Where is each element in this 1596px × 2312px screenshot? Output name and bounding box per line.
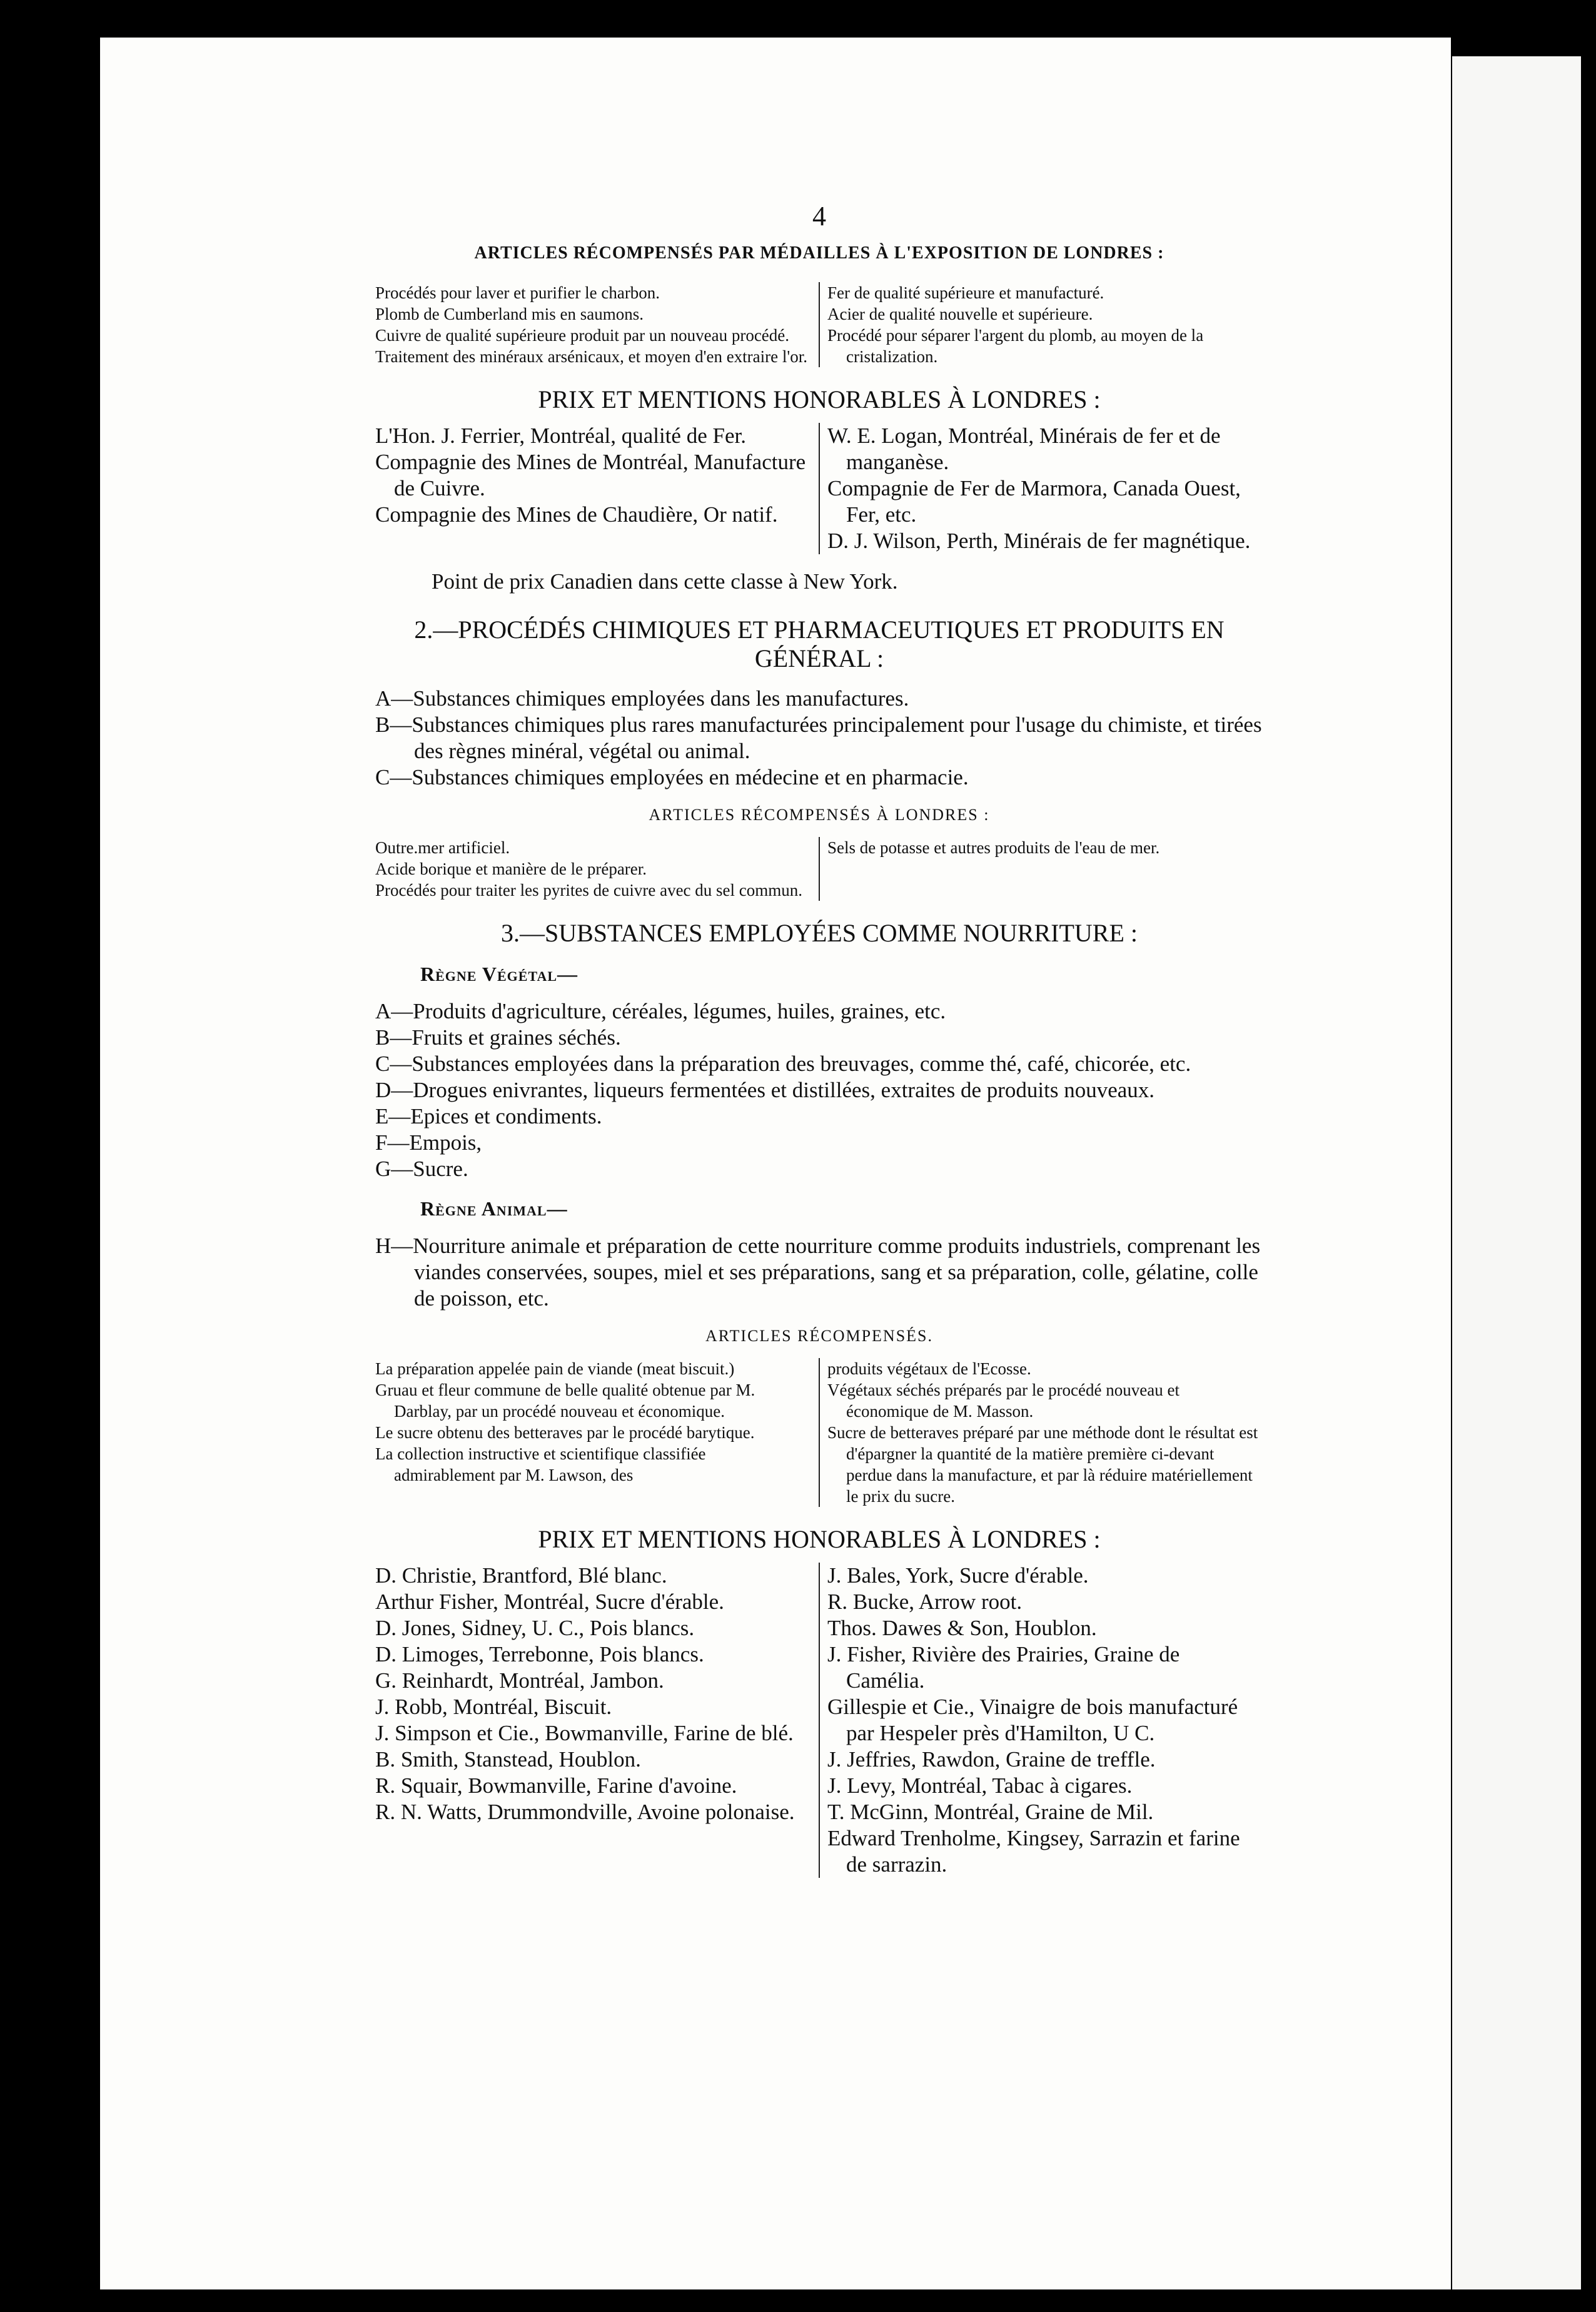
section2-title: PRIX ET MENTIONS HONORABLES À LONDRES : (538, 385, 1101, 413)
list-item: Acier de qualité nouvelle et supérieure. (827, 305, 1093, 323)
page-number: 4 (812, 201, 826, 231)
list-item: A—Produits d'agriculture, céréales, légumes, huiles, graines, etc. (375, 999, 946, 1023)
list-item: A—Substances chimiques employées dans les manufactures. (375, 686, 909, 711)
section4-left-column (375, 1358, 820, 1507)
animal-list (375, 1233, 1263, 1312)
list-item: G. Reinhardt, Montréal, Jambon. (375, 1668, 664, 1693)
list-item: D—Drogues enivrantes, liqueurs fermentées et distillées, extraites de produits nouveaux. (375, 1078, 1155, 1102)
section4-title: 3.—SUBSTANCES EMPLOYÉES COMME NOURRITURE : (500, 919, 1138, 947)
list-item: B—Substances chimiques plus rares manufacturées principalement pour l'usage du chimiste, et tirées des règnes minéral, végétal ou animal. (375, 712, 1262, 763)
list-item: Compagnie des Mines de Chaudière, Or natif. (375, 502, 778, 527)
list-item: Procédés pour laver et purifier le charbon. (375, 283, 660, 302)
section1-left-column (375, 282, 820, 367)
list-item: C—Substances chimiques employées en médecine et en pharmacie. (375, 765, 969, 789)
list-item: Sels de potasse et autres produits de l'eau de mer. (827, 838, 1160, 857)
list-item: F—Empois, (375, 1130, 482, 1155)
list-item: La collection instructive et scientifique classifiée admirablement par M. Lawson, des (375, 1444, 706, 1484)
list-item: Gillespie et Cie., Vinaigre de bois manufacturé par Hespeler près d'Hamilton, U C. (827, 1695, 1238, 1745)
list-item: G—Sucre. (375, 1157, 468, 1181)
document-page (375, 200, 1263, 1878)
list-item: produits végétaux de l'Ecosse. (827, 1359, 1031, 1378)
list-item: Outre.mer artificiel. (375, 838, 510, 857)
list-item: Acide borique et manière de le préparer. (375, 859, 647, 878)
list-item: W. E. Logan, Montréal, Minérais de fer et de manganèse. (827, 423, 1221, 474)
list-item: D. Jones, Sidney, U. C., Pois blancs. (375, 1616, 695, 1640)
list-item: B—Fruits et graines séchés. (375, 1025, 621, 1050)
list-item: Plomb de Cumberland mis en saumons. (375, 305, 644, 323)
list-item: Edward Trenholme, Kingsey, Sarrazin et farine de sarrazin. (827, 1826, 1240, 1877)
list-item: B. Smith, Stanstead, Houblon. (375, 1747, 641, 1772)
list-item: Fer de qualité supérieure et manufacturé. (827, 283, 1104, 302)
list-item: Végétaux séchés préparés par le procédé nouveau et économique de M. Masson. (827, 1381, 1179, 1421)
list-item: D. J. Wilson, Perth, Minérais de fer magnétique. (827, 529, 1251, 553)
section1-right-column (820, 282, 1263, 367)
list-item: J. Robb, Montréal, Biscuit. (375, 1695, 612, 1719)
section5-left-column (375, 1563, 820, 1878)
list-item: Procédé pour séparer l'argent du plomb, au moyen de la cristalization. (827, 326, 1204, 366)
list-item: J. Simpson et Cie., Bowmanville, Farine de blé. (375, 1721, 794, 1745)
section5-right-column (820, 1563, 1263, 1878)
list-item: D. Christie, Brantford, Blé blanc. (375, 1563, 667, 1588)
list-item: E—Epices et condiments. (375, 1104, 602, 1128)
section1-columns (375, 282, 1263, 367)
section3-right-column (820, 837, 1263, 901)
section3-subtitle: ARTICLES RÉCOMPENSÉS À LONDRES : (649, 806, 990, 824)
list-item: Cuivre de qualité supérieure produit par un nouveau procédé. (375, 326, 790, 345)
list-item: R. N. Watts, Drummondville, Avoine polonaise. (375, 1800, 795, 1824)
list-item: C—Substances employées dans la préparation des breuvages, comme thé, café, chicorée, etc. (375, 1052, 1191, 1076)
regne-vegetal-heading: Règne Végétal— (420, 963, 578, 985)
section5-columns (375, 1563, 1263, 1878)
section2-columns (375, 423, 1263, 554)
list-item: R. Squair, Bowmanville, Farine d'avoine. (375, 1773, 737, 1798)
list-item: T. McGinn, Montréal, Graine de Mil. (827, 1800, 1154, 1824)
list-item: D. Limoges, Terrebonne, Pois blancs. (375, 1642, 704, 1666)
section3-columns (375, 837, 1263, 901)
section4-subtitle: ARTICLES RÉCOMPENSÉS. (705, 1327, 934, 1345)
section3-title: 2.—PROCÉDÉS CHIMIQUES ET PHARMACEUTIQUES ET PRODUITS EN GÉNÉRAL : (414, 616, 1225, 672)
list-item: Gruau et fleur commune de belle qualité obtenue par M. Darblay, par un procédé nouveau et économique. (375, 1381, 755, 1421)
list-item: Compagnie de Fer de Marmora, Canada Ouest, Fer, etc. (827, 476, 1241, 527)
list-item: Sucre de betteraves préparé par une méthode dont le résultat est d'épargner la quantité de la matière première ci-devant perdue dans la manufacture, et par là réduire matériellement le prix du sucre. (827, 1423, 1258, 1506)
list-item: J. Bales, York, Sucre d'érable. (827, 1563, 1089, 1588)
regne-animal-heading: Règne Animal— (420, 1197, 568, 1220)
list-item: Le sucre obtenu des betteraves par le procédé barytique. (375, 1423, 755, 1442)
section3-list (375, 686, 1263, 791)
list-item: La préparation appelée pain de viande (meat biscuit.) (375, 1359, 735, 1378)
section1-title: ARTICLES RÉCOMPENSÉS PAR MÉDAILLES À L'EXPOSITION DE LONDRES : (474, 243, 1164, 263)
vegetal-list (375, 998, 1263, 1182)
list-item: J. Jeffries, Rawdon, Graine de treffle. (827, 1747, 1156, 1772)
list-item: Arthur Fisher, Montréal, Sucre d'érable. (375, 1590, 724, 1614)
section2-left-column (375, 423, 820, 554)
section5-title: PRIX ET MENTIONS HONORABLES À LONDRES : (538, 1525, 1101, 1553)
list-item: J. Fisher, Rivière des Prairies, Graine de Camélia. (827, 1642, 1180, 1693)
list-item: H—Nourriture animale et préparation de cette nourriture comme produits industriels, comprenant les viandes conservées, soupes, miel et ses préparations, sang et sa préparation, colle, gélatine, colle de poisson, etc. (375, 1234, 1261, 1311)
section4-right-column (820, 1358, 1263, 1507)
next-page-edge (1452, 56, 1581, 2289)
list-item: R. Bucke, Arrow root. (827, 1590, 1023, 1614)
list-item: L'Hon. J. Ferrier, Montréal, qualité de Fer. (375, 423, 746, 448)
list-item: Traitement des minéraux arsénicaux, et moyen d'en extraire l'or. (375, 347, 808, 366)
section4-columns (375, 1358, 1263, 1507)
section2-right-column (820, 423, 1263, 554)
list-item: J. Levy, Montréal, Tabac à cigares. (827, 1773, 1133, 1798)
list-item: Compagnie des Mines de Montréal, Manufacture de Cuivre. (375, 450, 806, 500)
section2-note: Point de prix Canadien dans cette classe à New York. (432, 569, 898, 594)
list-item: Thos. Dawes & Son, Houblon. (827, 1616, 1097, 1640)
section3-left-column (375, 837, 820, 901)
list-item: Procédés pour traiter les pyrites de cuivre avec du sel commun. (375, 881, 803, 900)
